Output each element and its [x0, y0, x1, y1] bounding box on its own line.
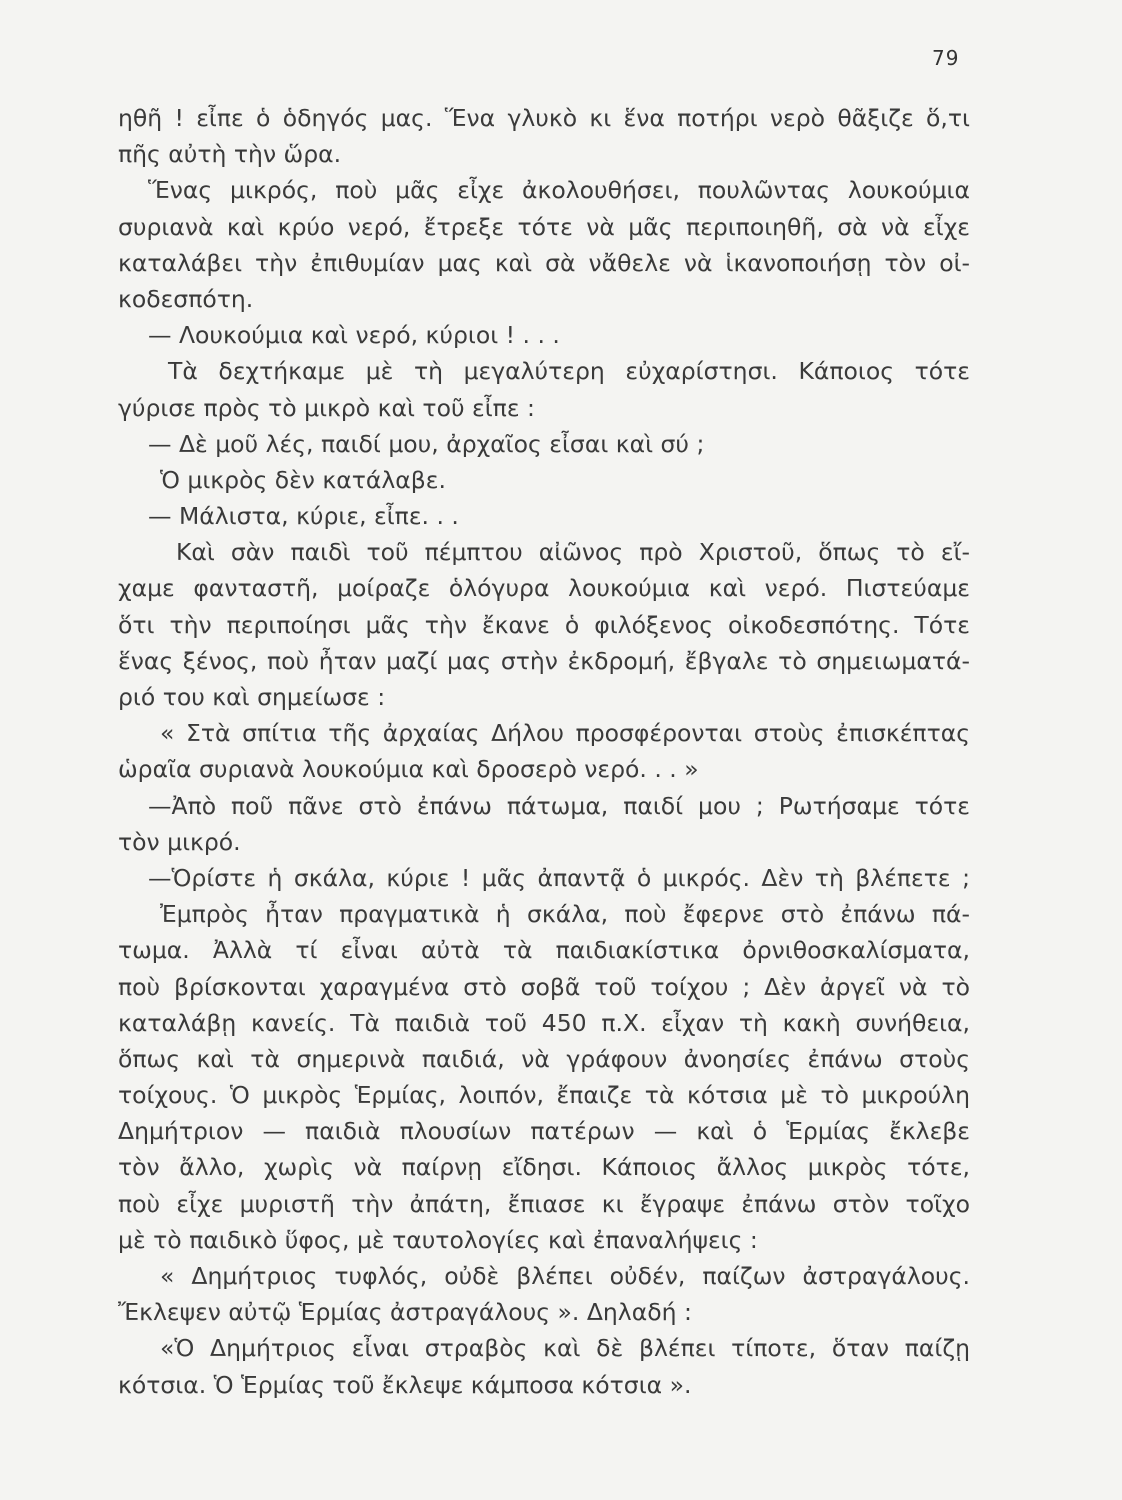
text-line: Ἔκλεψεν αὐτῷ Ἑρμίας ἀστραγάλους ». Δηλαδή : [118, 1298, 692, 1327]
text-line: ποὺ βρίσκονται χαραγμένα στὸ σοβᾶ τοῦ τοίχου ; Δὲν ἀργεῖ νὰ τὸ [118, 972, 970, 1001]
text-line: τὸν ἄλλο, χωρὶς νὰ παίρνῃ εἴδησι. Κάποιος ἄλλος μικρὸς τότε, [118, 1153, 970, 1182]
text-line: ὡραῖα συριανὰ λουκούμια καὶ δροσερὸ νερό. . . » [118, 755, 699, 784]
page-number: 79 [932, 46, 960, 70]
text-line: καταλάβῃ κανείς. Τὰ παιδιὰ τοῦ 450 π.Χ. εἶχαν τὴ κακὴ συνήθεια, [118, 1008, 970, 1037]
text-line: « Στὰ σπίτια τῆς ἀρχαίας Δήλου προσφέρονται στοὺς ἐπισκέπτας [160, 719, 970, 748]
text-line: καταλάβει τὴν ἐπιθυμίαν μας καὶ σὰ νἄθελε νὰ ἱκανοποιήσῃ τὸν οἰ- [118, 248, 970, 277]
text-line: πῆς αὐτὴ τὴν ὥρα. [118, 140, 342, 169]
text-line: ἕνας ξένος, ποὺ ἦταν μαζί μας στὴν ἐκδρομή, ἔβγαλε τὸ σημειωματά- [118, 646, 970, 675]
text-line: ὅτι τὴν περιποίησι μᾶς τὴν ἔκανε ὁ φιλόξενος οἰκοδεσπότης. Τότε [118, 610, 970, 639]
text-line: χαμε φανταστῆ, μοίραζε ὁλόγυρα λουκούμια καὶ νερό. Πιστεύαμε [118, 574, 970, 603]
text-line: Ἐμπρὸς ἦταν πραγματικὰ ἡ σκάλα, ποὺ ἔφερνε στὸ ἐπάνω πά- [160, 900, 970, 929]
text-line: συριανὰ καὶ κρύο νερό, ἔτρεξε τότε νὰ μᾶς περιποιηθῆ, σὰ νὰ εἶχε [118, 212, 970, 241]
text-line: — Δὲ μοῦ λές, παιδί μου, ἀρχαῖος εἶσαι καὶ σύ ; [148, 429, 705, 458]
text-line: τοίχους. Ὁ μικρὸς Ἑρμίας, λοιπόν, ἔπαιζε τὰ κότσια μὲ τὸ μικρούλη [118, 1081, 970, 1110]
body-text [118, 100, 970, 1403]
text-line: —Ἀπὸ ποῦ πᾶνε στὸ ἐπάνω πάτωμα, παιδί μου ; Ρωτήσαμε τότε [148, 791, 970, 820]
text-line: «Ὁ Δημήτριος εἶναι στραβὸς καὶ δὲ βλέπει τίποτε, ὅταν παίζῃ [160, 1334, 970, 1363]
text-line: ποὺ εἶχε μυριστῆ τὴν ἀπάτη, ἔπιασε κι ἔγραψε ἐπάνω στὸν τοῖχο [118, 1189, 970, 1218]
text-line: Καὶ σὰν παιδὶ τοῦ πέμπτου αἰῶνος πρὸ Χριστοῦ, ὅπως τὸ εἴ- [176, 538, 970, 567]
text-line: τωμα. Ἀλλὰ τί εἶναι αὐτὰ τὰ παιδιακίστικα ὀρνιθοσκαλίσματα, [118, 936, 970, 965]
text-line: —Ὁρίστε ἡ σκάλα, κύριε ! μᾶς ἀπαντᾷ ὁ μικρός. Δὲν τὴ βλέπετε ; [148, 863, 970, 892]
text-line: Τὰ δεχτήκαμε μὲ τὴ μεγαλύτερη εὐχαρίστησι. Κάποιος τότε [168, 357, 970, 386]
text-line: — Μάλιστα, κύριε, εἶπε. . . [148, 502, 459, 531]
text-line: μὲ τὸ παιδικὸ ὕφος, μὲ ταυτολογίες καὶ ἐπαναλήψεις : [118, 1225, 758, 1254]
text-line: Δημήτριον — παιδιὰ πλουσίων πατέρων — καὶ ὁ Ἑρμίας ἔκλεβε [118, 1117, 970, 1146]
text-line: κοδεσπότη. [118, 284, 254, 313]
text-line: ριό του καὶ σημείωσε : [118, 683, 386, 711]
text-line: — Λουκούμια καὶ νερό, κύριοι ! . . . [148, 321, 560, 350]
text-line: « Δημήτριος τυφλός, οὐδὲ βλέπει οὐδέν, παίζων ἀστραγάλους. [160, 1262, 970, 1290]
text-line: κότσια. Ὁ Ἑρμίας τοῦ ἔκλεψε κάμποσα κότσια ». [118, 1370, 692, 1399]
text-line: τὸν μικρό. [118, 827, 241, 856]
text-line: ηθῆ ! εἶπε ὁ ὁδηγός μας. Ἕνα γλυκὸ κι ἕνα ποτήρι νερὸ θᾶξιζε ὅ,τι [118, 104, 970, 132]
text-line: ὅπως καὶ τὰ σημερινὰ παιδιά, νὰ γράφουν ἀνοησίες ἐπάνω στοὺς [118, 1044, 970, 1073]
text-line: Ἕνας μικρός, ποὺ μᾶς εἶχε ἀκολουθήσει, πουλῶντας λουκούμια [148, 176, 970, 205]
text-line: γύρισε πρὸς τὸ μικρὸ καὶ τοῦ εἶπε : [118, 393, 535, 422]
text-line: Ὁ μικρὸς δὲν κατάλαβε. [160, 465, 446, 494]
